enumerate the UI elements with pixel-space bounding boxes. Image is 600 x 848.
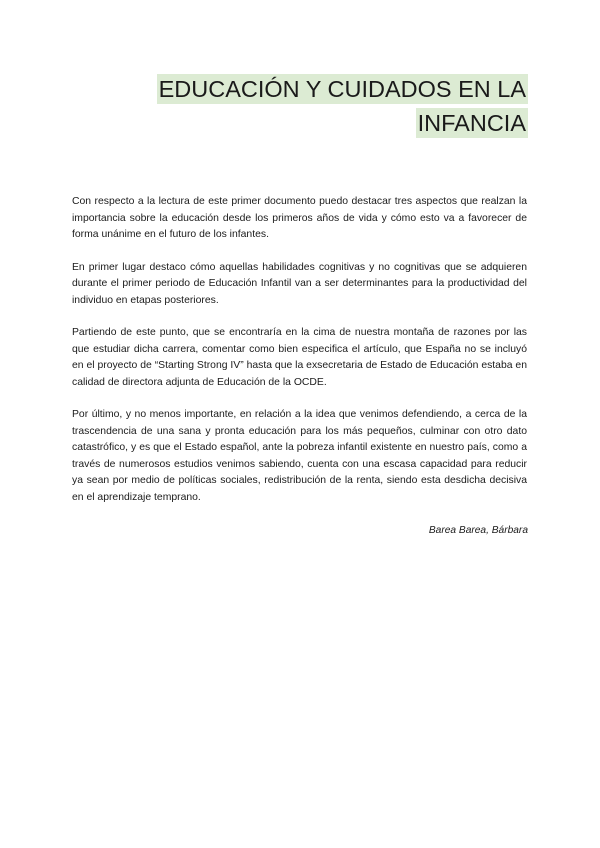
author-signature: Barea Barea, Bárbara <box>428 525 528 536</box>
title-line-1: EDUCACIÓN Y CUIDADOS EN LA <box>158 76 526 102</box>
document-body <box>72 194 527 522</box>
title-line-2: INFANCIA <box>417 110 526 136</box>
paragraph-4: Por último, y no menos importante, en relación a la idea que venimos defendiendo, a cerca de la trascendencia de una sana y pronta educación para los más pequeños, culminar con otro dato catastrófico, y es que el Estado español, ante la pobreza infantil existente en nuestro país, como a través de numerosos estudios venimos sabiendo, cuenta con una escasa capacidad para reducir ya sean por medio de políticas sociales, redistribución de la renta, siendo esta desdicha decisiva en el aprendizaje temprano. <box>72 409 527 503</box>
paragraph-2: En primer lugar destaco cómo aquellas habilidades cognitivas y no cognitivas que se adquieren durante el primer periodo de Educación Infantil van a ser determinantes para la productividad del individuo en etapas posteriores. <box>72 261 527 306</box>
paragraph-3: Partiendo de este punto, que se encontraría en la cima de nuestra montaña de razones por las que estudiar dicha carrera, comentar como bien especifica el artículo, que España no se incluyó en el proyecto de “Starting Strong IV” hasta que la exsecretaria de Estado de Educación estaba en calidad de directora adjunta de Educación de la OCDE. <box>72 327 527 388</box>
document-title <box>108 74 528 142</box>
paragraph-1: Con respecto a la lectura de este primer documento puedo destacar tres aspectos que realzan la importancia sobre la educación desde los primeros años de vida y cómo esto va a favorecer de forma unánime en el futuro de los infantes. <box>72 196 527 240</box>
